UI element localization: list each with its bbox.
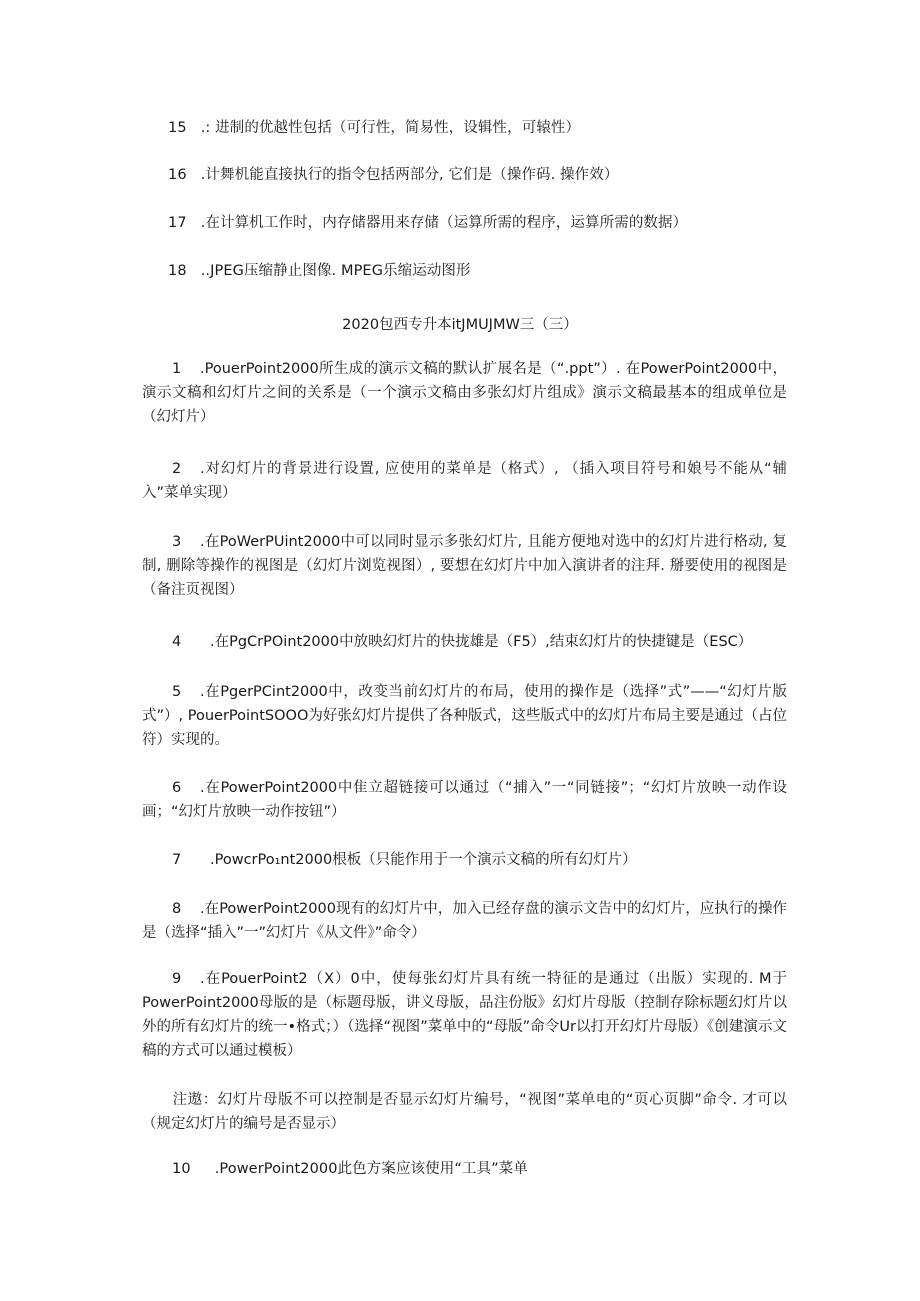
question-text: .PouerPoint2000所生成的演示文稿的默认扩展名是（“.ppt”）. 在PowerPoint2000中，演示文稿和幻灯片之间的关系是（一个演示文稿由多张幻灯片组成》演示文稿最基本的组成单位是（幻灯片）	[142, 361, 787, 425]
item-text: .在计算机工作时，内存储器用来存储（运算所需的程序，运算所需的数据）	[200, 215, 688, 231]
note-text: 注遨：幻灯片母版不可以控制是否显示幻灯片编号，“视图”菜单电的“页心页脚”命令. 才可以（规定幻灯片的编号是否显示）	[142, 1092, 787, 1132]
question-text: .在PgCrPOint2000中放映幻灯片的快拢雄是（F5）,结束幻灯片的快捷键是（ESC）	[210, 634, 753, 650]
question-3	[142, 530, 787, 602]
item-number: 18	[168, 263, 187, 279]
question-text: .在PowerPoint2000现有的幻灯片中，加入已经存盘的演示文告中的幻灯片，应执行的操作是（选择“插入”一”幻灯片《从文件》”命令）	[142, 901, 787, 941]
question-number: 6	[172, 780, 182, 796]
question-5	[142, 680, 787, 752]
item-18	[168, 258, 471, 284]
item-17	[168, 210, 687, 236]
question-text: .在PouerPoint2（X）0中，使每张幻灯片具有统一特征的是通过（出版）实现的. M于PowerPoint2000母版的是（标题母版，讲义母版，品注份版》幻灯片母版（控制存除标题幻灯片以外的所有幻灯片的统一•格式；）（选择“视图”菜单中的“母版”命令Ur以打开幻灯片母版）《创建演示文稿的方式可以通过模板）	[142, 971, 787, 1059]
question-text: .在PoWerPUint2000中可以同时显示多张幻灯片, 且能方便地对选中的幻灯片进行格动, 复制, 删除等操作的视图是（幻灯片浏览视图）, 要想在幻灯片中加入演讲者的注拜. 掰要使用的视图是（备注页视图）	[142, 534, 787, 598]
item-text: .PowerPoint2000此色方案应该使用“工具”菜单	[214, 1161, 528, 1177]
question-8	[142, 897, 787, 945]
question-9	[142, 967, 787, 1063]
question-text: .在PowerPoint2000中隹立超链接可以通过（“捕入”一“同链接”；“幻灯片放映一动作设画；“幻灯片放映一动作按钮”）	[142, 780, 787, 820]
question-6	[142, 776, 787, 824]
question-2	[142, 457, 787, 505]
item-15	[168, 115, 580, 141]
question-7	[142, 848, 787, 872]
item-number: 10	[172, 1161, 191, 1177]
question-number: 2	[172, 461, 182, 477]
question-text: .在PgerPCint2000中，改变当前幻灯片的布局，使用的操作是（选择”式”——“幻灯片版式”）, PouerPointSOOO为好张幻灯片提供了各种版式，这些版式中的幻灯片布局主要是通过（占位符）实现的。	[142, 684, 787, 748]
question-1	[142, 357, 787, 429]
question-number: 5	[172, 684, 182, 700]
item-10	[172, 1156, 528, 1182]
question-number: 4	[172, 634, 182, 650]
item-text: ..JPEG压缩静止图像. MPEG乐缩运动图形	[200, 263, 471, 279]
question-4	[142, 630, 787, 654]
question-number: 7	[172, 852, 182, 868]
question-text: .对幻灯片的背景进行设置, 应使用的菜单是（格式）, （插入项目符号和娘号不能从“辅入”菜单实现）	[142, 461, 787, 501]
note-paragraph	[142, 1088, 787, 1136]
item-text: .: 进制的优越性包括（可行性，简易性，设辑性，可辕性）	[200, 120, 581, 136]
question-number: 3	[172, 534, 182, 550]
question-number: 8	[172, 901, 182, 917]
question-number: 9	[172, 971, 182, 987]
item-number: 16	[168, 167, 187, 183]
section-title: 2020包西专升本itJMUJMW三（三）	[342, 317, 578, 333]
item-text: .计舞机能直接执行的指令包括两部分, 它们是（操作码. 操作效）	[200, 167, 619, 183]
item-number: 15	[168, 120, 187, 136]
item-16	[168, 162, 618, 188]
question-number: 1	[172, 361, 182, 377]
question-text: .PowcrPo₁nt2000根板（只能作用于一个演示文稿的所有幻灯片）	[210, 852, 637, 868]
item-number: 17	[168, 215, 187, 231]
